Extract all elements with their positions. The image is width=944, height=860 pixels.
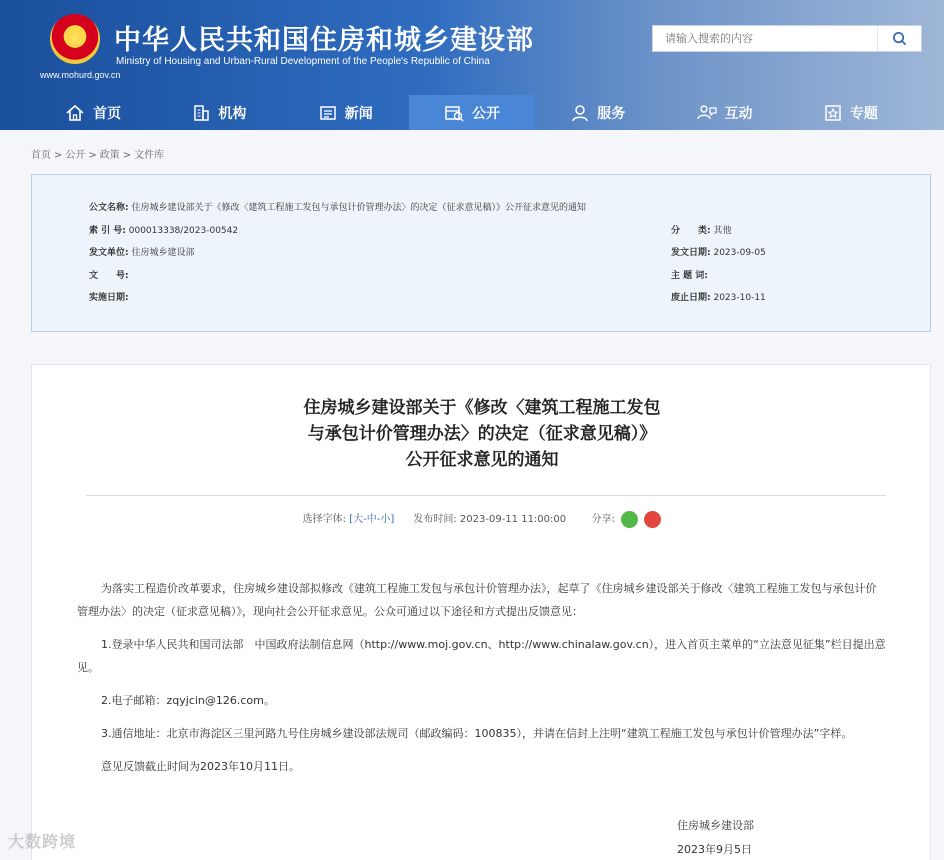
font-dash: - [376,514,381,525]
info-label: 主 题 词: [671,271,708,281]
info-topic [671,268,708,281]
main-nav [30,95,914,130]
info-label: 废止日期: [671,293,711,303]
paragraph: 意见反馈截止时间为2023年10月11日。 [101,760,300,773]
signature [677,814,754,860]
nav-org-label: 机构 [218,105,247,122]
info-value: 住房城乡建设部 [131,248,195,258]
nav-interact[interactable] [661,95,787,130]
font-small-button[interactable]: 小 [380,514,391,525]
search-box [652,25,922,52]
article-title-line: 住房城乡建设部关于《修改〈建筑工程施工发包 [303,398,661,418]
breadcrumb-separator: > [122,150,132,161]
article-title [32,395,932,473]
nav-news[interactable] [283,95,409,130]
site-header [0,0,944,130]
breadcrumb-separator: > [54,150,63,161]
open-icon [444,104,464,122]
publish-time-label: 发布时间: [413,514,457,525]
info-label: 索 引 号: [89,226,126,236]
paragraph: 为落实工程造价改革要求，住房城乡建设部拟修改《建筑工程施工发包与承包计价管理办法》，起草了《住房城乡建设部关于修改〈建筑工程施工发包与承包计价管理办法〉的决定（征求意见稿）》，现向社会公开征求意见。公众可通过以下途径和方式提出反馈意见： [77,582,877,618]
info-impl-date [89,290,129,303]
nav-topic[interactable] [788,95,914,130]
info-label: 分 类: [671,226,711,236]
sign-date: 2023年9月5日 [677,843,752,856]
article-meta [32,510,932,528]
nav-interact-label: 互动 [724,105,753,122]
info-label: 实施日期: [89,293,129,303]
info-label: 发文单位: [89,248,129,258]
font-size-label: 选择字体: [302,514,347,525]
info-category [671,223,732,236]
paragraph: 1.登录中华人民共和国司法部 中国政府法制信息网（http://www.moj.gov.cn、http://www.chinalaw.gov.cn），进入首页主菜单的“立法意见征集”栏目提出意见。 [77,638,886,674]
info-label: 发文日期: [671,248,711,258]
font-bracket: [ [349,514,354,525]
article-title-line: 与承包计价管理办法〉的决定（征求意见稿）》 [307,424,657,444]
info-label: 文 号: [89,271,129,281]
nav-service-label: 服务 [597,105,626,122]
info-end-date [671,290,766,303]
info-value: 住房城乡建设部关于《修改〈建筑工程施工发包与承包计价管理办法〉的决定（征求意见稿）》公开征求意见的通知 [131,203,586,213]
info-label: 公文名称: [89,203,129,213]
info-unit [89,245,195,258]
nav-org[interactable] [156,95,282,130]
news-icon [319,104,337,122]
nav-home[interactable] [30,95,156,130]
site-url: www.mohurd.gov.cn [40,70,121,80]
share-label: 分享: [591,514,615,525]
font-large-button[interactable]: 大 [353,514,364,525]
paragraph: 2.电子邮箱：zqyjcin@126.com。 [101,694,275,707]
breadcrumb [31,146,164,161]
search-input[interactable] [653,26,879,51]
search-icon [892,31,907,46]
info-value: 000013338/2023-00542 [128,226,239,236]
info-docno [89,268,129,281]
publish-time: 2023-09-11 11:00:00 [459,514,567,525]
breadcrumb-library[interactable]: 文件库 [134,150,165,161]
info-doc-name [89,200,586,213]
article [31,364,931,860]
document-info-box [31,174,931,332]
home-icon [65,104,85,122]
topic-icon [824,104,842,122]
nav-news-label: 新闻 [344,105,373,122]
paragraph: 3.通信地址：北京市海淀区三里河路九号住房城乡建设部法规司（邮政编码：100835），并请在信封上注明“建筑工程施工发包与承包计价管理办法”字样。 [101,727,853,740]
font-medium-button[interactable]: 中 [366,514,377,525]
search-button[interactable] [877,26,921,51]
title-divider [86,495,886,496]
info-issue-date [671,245,766,258]
watermark: 大数跨境 [8,832,77,851]
nav-open[interactable] [409,95,535,130]
site-subtitle: Ministry of Housing and Urban-Rural Development of the People's Republic of China [116,56,490,67]
weibo-share-icon[interactable] [644,511,661,528]
building-icon [192,104,210,122]
article-body [77,577,887,788]
service-icon [571,104,589,122]
article-title-line: 公开征求意见的通知 [405,450,559,470]
site-title[interactable]: 中华人民共和国住房和城乡建设部 [114,25,534,56]
info-value: 2023-09-05 [713,248,766,258]
wechat-share-icon[interactable] [621,511,638,528]
info-value: 2023-10-11 [713,293,766,303]
font-dash: - [363,514,367,525]
breadcrumb-home[interactable]: 首页 [31,150,51,161]
info-value: 其他 [713,226,732,236]
breadcrumb-separator: > [88,150,97,161]
font-bracket: ] [390,514,395,525]
breadcrumb-open[interactable]: 公开 [65,150,86,161]
nav-topic-label: 专题 [849,105,878,122]
nav-service[interactable] [535,95,661,130]
emblem-star-icon: ★ [67,29,83,48]
sign-org: 住房城乡建设部 [677,819,754,832]
breadcrumb-policy[interactable]: 政策 [99,150,120,161]
nav-home-label: 首页 [93,105,122,122]
nav-open-label: 公开 [471,105,500,122]
interact-icon [697,104,717,122]
info-index [89,223,238,236]
